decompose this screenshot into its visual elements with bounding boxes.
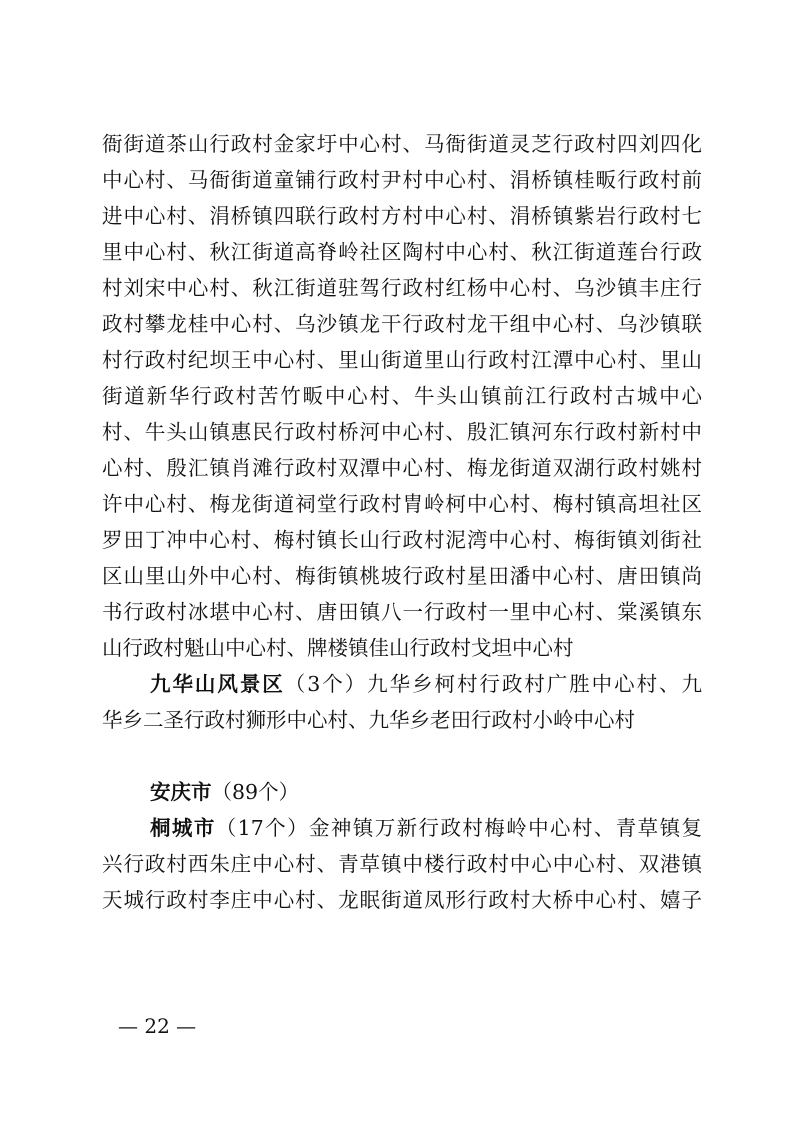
jiuhua-heading: 九华山风景区: [150, 672, 285, 696]
body-line-1: 衙街道茶山行政村金家圩中心村、马衙街道灵芝行政村四刘四化: [102, 132, 702, 156]
body-line-10: 心村、殷汇镇肖滩行政村双潭中心村、梅龙街道双湖行政村姚村: [102, 456, 702, 480]
body-line-4: 里中心村、秋江街道高脊岭社区陶村中心村、秋江街道莲台行政: [102, 240, 702, 264]
tongcheng-paragraph-line-3: 天城行政村李庄中心村、龙眠街道凤形行政村大桥中心村、嬉子: [102, 888, 702, 912]
body-line-7: 村行政村纪坝王中心村、里山街道里山行政村江潭中心村、里山: [102, 348, 702, 372]
anqing-heading: 安庆市: [150, 780, 212, 804]
body-line-15: 山行政村魁山中心村、牌楼镇佳山行政村戈坦中心村: [102, 636, 574, 660]
tongcheng-paragraph-line-2: 兴行政村西朱庄中心村、青草镇中楼行政村中心中心村、双港镇: [102, 852, 702, 876]
anqing-section-title: [150, 776, 702, 808]
jiuhua-paragraph-line-1: [150, 668, 702, 700]
body-line-3: 进中心村、涓桥镇四联行政村方村中心村、涓桥镇紫岩行政村七: [102, 204, 702, 228]
body-line-12: 罗田丁冲中心村、梅村镇长山行政村泥湾中心村、梅街镇刘街社: [102, 528, 702, 552]
tongcheng-heading: 桐城市: [150, 816, 216, 840]
body-line-5: 村刘宋中心村、秋江街道驻驾行政村红杨中心村、乌沙镇丰庄行: [102, 276, 702, 300]
anqing-count: （89个）: [211, 780, 300, 804]
body-line-13: 区山里山外中心村、梅街镇桃坡行政村星田潘中心村、唐田镇尚: [102, 564, 702, 588]
body-line-2: 中心村、马衙街道童铺行政村尹村中心村、涓桥镇桂畈行政村前: [102, 168, 702, 192]
page-number: — 22 —: [118, 1014, 197, 1038]
body-line-9: 村、牛头山镇惠民行政村桥河中心村、殷汇镇河东行政村新村中: [102, 420, 702, 444]
jiuhua-paragraph-line-2: 华乡二圣行政村狮形中心村、九华乡老田行政村小岭中心村: [102, 708, 635, 732]
body-line-8: 街道新华行政村苦竹畈中心村、牛头山镇前江行政村古城中心: [102, 384, 702, 408]
tongcheng-paragraph-line-1: [150, 812, 702, 844]
jiuhua-line-1-text: （3个）九华乡柯村行政村广胜中心村、九: [284, 672, 702, 696]
body-line-11: 许中心村、梅龙街道祠堂行政村胄岭柯中心村、梅村镇高坦社区: [102, 492, 702, 516]
tongcheng-line-1-text: （17个）金神镇万新行政村梅岭中心村、青草镇复: [215, 816, 702, 840]
body-line-14: 书行政村冰堪中心村、唐田镇八一行政村一里中心村、棠溪镇东: [102, 600, 702, 624]
body-line-6: 政村攀龙桂中心村、乌沙镇龙干行政村龙干组中心村、乌沙镇联: [102, 312, 702, 336]
